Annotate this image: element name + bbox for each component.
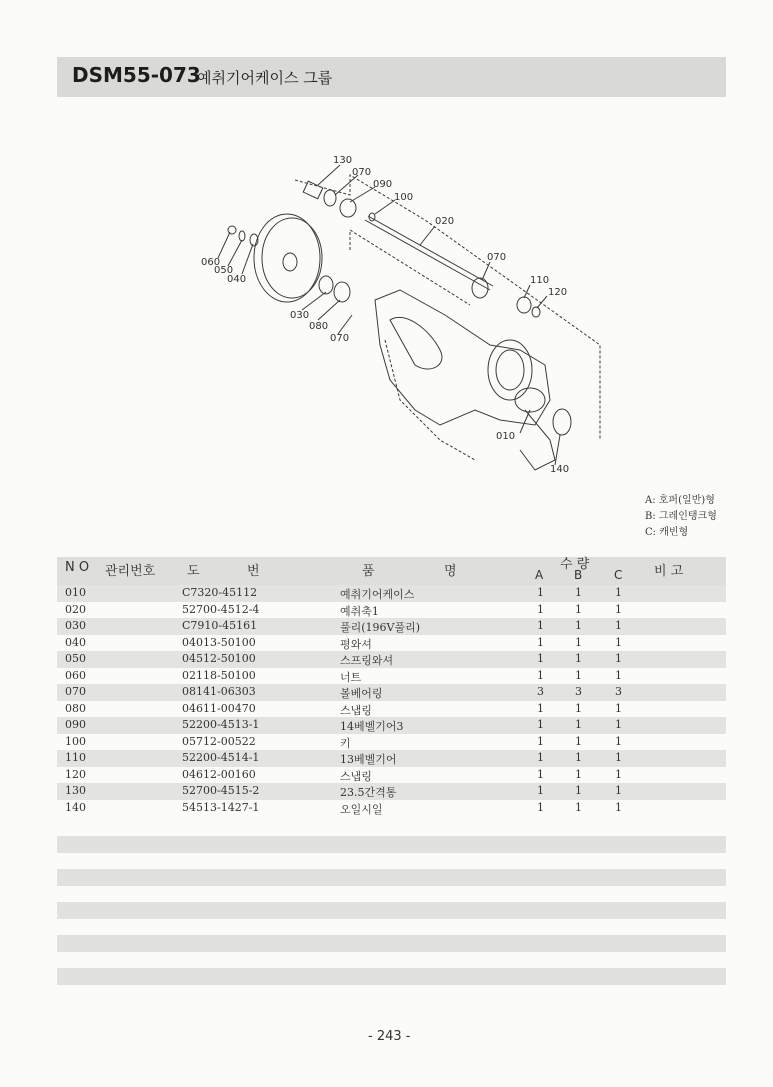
callout: 090: [373, 179, 393, 190]
callout: 070: [487, 252, 507, 263]
cell-part: 52200-4513-1: [182, 718, 260, 731]
cell-part: 52200-4514-1: [182, 751, 260, 764]
cell-b: 1: [575, 718, 582, 731]
cell-b: 1: [575, 668, 582, 682]
cell-c: 1: [615, 635, 622, 649]
header-part-1: 도: [187, 564, 200, 579]
cell-b: 1: [575, 800, 582, 814]
header-part-2: 번: [247, 564, 260, 579]
table-row: [57, 701, 726, 718]
group-code: DSM55-073: [72, 63, 201, 87]
cell-name: 예취기어케이스: [340, 588, 415, 601]
cell-b: 1: [575, 619, 582, 632]
header-a: A: [535, 568, 544, 582]
cell-no: 030: [65, 619, 86, 632]
blank-row: [57, 968, 726, 985]
header-name-2: 명: [444, 564, 457, 579]
cell-c: 3: [615, 685, 622, 698]
cell-c: 1: [615, 619, 622, 632]
cell-no: 110: [65, 751, 86, 764]
blank-row: [57, 869, 726, 886]
variant-legend: [645, 493, 717, 541]
cell-c: 1: [615, 751, 622, 764]
cell-c: 1: [615, 586, 622, 599]
cell-no: 080: [65, 701, 86, 715]
cell-no: 140: [65, 800, 86, 814]
header-b: B: [574, 568, 583, 582]
callout: 010: [496, 431, 516, 442]
group-title: 예취기어케이스 그룹: [197, 69, 333, 87]
cell-no: 050: [65, 652, 86, 665]
cell-no: 070: [65, 685, 86, 698]
cell-name: 스냅링: [340, 769, 372, 783]
cell-b: 3: [575, 685, 582, 698]
legend-c: C: 캐빈형: [645, 527, 689, 538]
cell-part: 08141-06303: [182, 685, 256, 698]
cell-part: 52700-4515-2: [182, 784, 260, 797]
callout: 040: [227, 274, 247, 285]
cell-a: 1: [537, 668, 544, 682]
cell-name: 키: [340, 736, 351, 750]
cell-name: 23.5간격통: [340, 786, 397, 799]
cell-b: 1: [575, 701, 582, 715]
cell-name: 13베벨기어: [340, 753, 397, 766]
cell-no: 090: [65, 718, 86, 731]
cell-name: 볼베어링: [340, 687, 383, 700]
cell-name: 14베벨기어3: [340, 720, 404, 733]
cell-a: 1: [537, 701, 544, 715]
cell-part: 04612-00160: [182, 767, 256, 781]
cell-c: 1: [615, 652, 622, 665]
table-row: [57, 585, 726, 602]
cell-no: 120: [65, 767, 86, 781]
callout: 070: [352, 167, 372, 178]
cell-part: 04512-50100: [182, 652, 256, 665]
cell-b: 1: [575, 652, 582, 665]
cell-b: 1: [575, 767, 582, 781]
cell-part: 02118-50100: [182, 668, 256, 682]
table-row: [57, 800, 726, 817]
cell-b: 1: [575, 734, 582, 748]
cell-c: 1: [615, 668, 622, 682]
table-row: [57, 635, 726, 652]
cell-b: 1: [575, 602, 582, 616]
callout: 060: [201, 257, 221, 268]
callout: 070: [330, 333, 350, 344]
header-no: N O: [65, 560, 90, 575]
header-qty: 수 량: [560, 557, 590, 572]
cell-part: C7320-45112: [182, 586, 258, 599]
cell-name: 평와셔: [340, 637, 372, 651]
cell-a: 1: [537, 635, 544, 649]
cell-a: 1: [537, 586, 544, 599]
cell-b: 1: [575, 586, 582, 599]
callout: 120: [548, 287, 568, 298]
cell-part: 05712-00522: [182, 734, 256, 748]
cell-a: 1: [537, 602, 544, 616]
cell-no: 010: [65, 586, 86, 599]
header-remark: 비 고: [654, 564, 684, 579]
cell-c: 1: [615, 602, 622, 616]
legend-b: B: 그레인탱크형: [645, 511, 717, 522]
cell-a: 1: [537, 718, 544, 731]
cell-part: C7910-45161: [182, 619, 258, 632]
cell-c: 1: [615, 784, 622, 797]
page-number: - 243 -: [368, 1029, 411, 1044]
callout: 050: [214, 265, 234, 276]
cell-name: 오일시일: [340, 802, 383, 816]
callout: 020: [435, 216, 455, 227]
cell-a: 1: [537, 784, 544, 797]
callout: 110: [530, 275, 550, 286]
parts-table: [57, 557, 726, 816]
table-row: [57, 668, 726, 685]
callout: 100: [394, 192, 414, 203]
cell-b: 1: [575, 784, 582, 797]
cell-no: 100: [65, 734, 86, 748]
blank-row: [57, 935, 726, 952]
cell-no: 130: [65, 784, 86, 797]
table-row: [57, 684, 726, 701]
cell-c: 1: [615, 800, 622, 814]
cell-b: 1: [575, 751, 582, 764]
cell-no: 020: [65, 602, 86, 616]
table-row: [57, 618, 726, 635]
cell-name: 스프링와셔: [340, 654, 394, 667]
cell-c: 1: [615, 734, 622, 748]
table-row: [57, 750, 726, 767]
cell-b: 1: [575, 635, 582, 649]
table-header: [57, 557, 726, 585]
cell-part: 54513-1427-1: [182, 800, 260, 814]
blank-row: [57, 836, 726, 853]
cell-no: 060: [65, 668, 86, 682]
cell-part: 52700-4512-4: [182, 602, 260, 616]
cell-no: 040: [65, 635, 86, 649]
callout: 130: [333, 155, 353, 166]
cell-c: 1: [615, 701, 622, 715]
callout: 140: [550, 464, 570, 475]
cell-name: 스냅링: [340, 703, 372, 717]
cell-part: 04611-00470: [182, 701, 256, 715]
cell-a: 1: [537, 734, 544, 748]
cell-a: 1: [537, 619, 544, 632]
cell-name: 너트: [340, 670, 362, 684]
blank-row: [57, 902, 726, 919]
header-c: C: [614, 568, 623, 582]
cell-part: 04013-50100: [182, 635, 256, 649]
table-row: [57, 734, 726, 751]
callout: 030: [290, 310, 310, 321]
cell-a: 1: [537, 767, 544, 781]
exploded-parts-diagram: [190, 140, 610, 490]
cell-c: 1: [615, 718, 622, 731]
header-mgmt: 관리번호: [105, 564, 156, 579]
callout: 080: [309, 321, 329, 332]
table-row: [57, 602, 726, 619]
table-row: [57, 651, 726, 668]
cell-c: 1: [615, 767, 622, 781]
table-body: [57, 585, 726, 816]
cell-name: 예취축1: [340, 604, 379, 618]
cell-name: 풀리(196V풀리): [340, 621, 421, 634]
header-name-1: 품: [362, 564, 375, 579]
table-row: [57, 717, 726, 734]
legend-a: A: 호퍼(일반)형: [645, 495, 715, 506]
cell-a: 1: [537, 800, 544, 814]
cell-a: 3: [537, 685, 544, 698]
table-row: [57, 767, 726, 784]
table-row: [57, 783, 726, 800]
cell-a: 1: [537, 652, 544, 665]
cell-a: 1: [537, 751, 544, 764]
